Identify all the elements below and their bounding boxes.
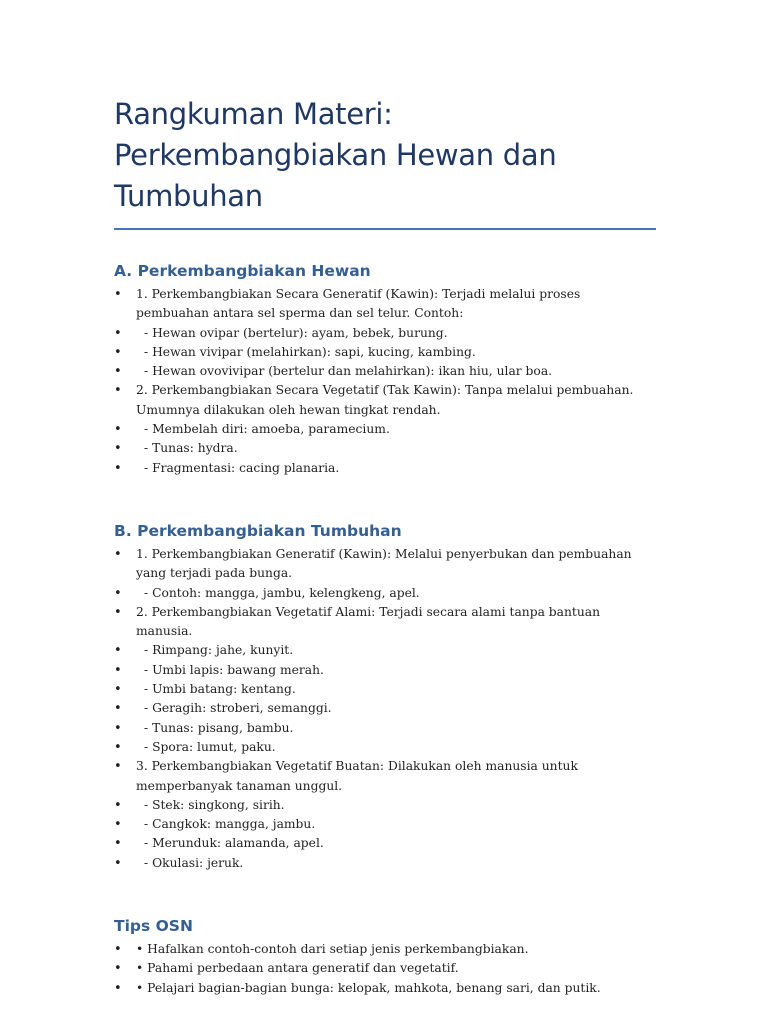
list-item: [114, 757, 656, 796]
bullet-icon: •: [114, 836, 122, 852]
bullet-icon: •: [114, 604, 122, 620]
bullet-icon: •: [114, 682, 122, 698]
list-item-text: - Contoh: mangga, jambu, kelengkeng, apel.: [144, 585, 420, 600]
bullet-icon: •: [114, 942, 122, 958]
list-item: [114, 459, 656, 478]
bullet-icon: •: [114, 662, 122, 678]
list-item-text: • Hafalkan contoh-contoh dari setiap jenis perkembangbiakan.: [136, 942, 529, 957]
list-item-text: - Rimpang: jahe, kunyit.: [144, 643, 294, 658]
bullet-icon: •: [114, 546, 122, 562]
bullet-icon: •: [114, 344, 122, 360]
list-item: [114, 796, 656, 815]
bullet-icon: •: [114, 961, 122, 977]
bullet-icon: •: [114, 383, 122, 399]
list-item-text: - Stek: singkong, sirih.: [144, 797, 285, 812]
list-item: [114, 324, 656, 343]
list-item: [114, 834, 656, 853]
list-item: [114, 603, 656, 642]
list-item: [114, 545, 656, 584]
bullet-icon: •: [114, 739, 122, 755]
list-item: [114, 940, 656, 959]
bullet-icon: •: [114, 720, 122, 736]
bullet-list: [114, 285, 656, 478]
list-item: [114, 439, 656, 458]
bullet-icon: •: [114, 643, 122, 659]
bullet-icon: •: [114, 460, 122, 476]
section-0: [114, 260, 656, 478]
section-heading: B. Perkembangbiakan Tumbuhan: [114, 521, 402, 540]
list-item-text: 1. Perkembangbiakan Secara Generatif (Kawin): Terjadi melalui proses pembuahan antara sel sperma dan sel telur. Contoh:: [136, 287, 581, 321]
list-item-text: 2. Perkembangbiakan Vegetatif Alami: Terjadi secara alami tanpa bantuan manusia.: [136, 604, 601, 639]
title-underline: [114, 228, 656, 230]
bullet-list: [114, 940, 656, 998]
list-item: [114, 699, 656, 718]
bullet-icon: •: [114, 325, 122, 341]
section-heading: A. Perkembangbiakan Hewan: [114, 262, 371, 280]
list-item: [114, 680, 656, 699]
list-item-text: - Okulasi: jeruk.: [144, 855, 244, 870]
list-item: [114, 420, 656, 439]
list-item-text: - Hewan ovipar (bertelur): ayam, bebek, burung.: [144, 325, 448, 340]
list-item: [114, 959, 656, 978]
bullet-icon: •: [114, 797, 122, 813]
section-1: [114, 520, 656, 873]
section-2: [114, 915, 656, 998]
list-item-text: - Tunas: hydra.: [144, 441, 238, 456]
list-item: [114, 641, 656, 660]
list-item-text: - Merunduk: alamanda, apel.: [144, 836, 324, 851]
list-item: [114, 362, 656, 381]
bullet-icon: •: [114, 701, 122, 717]
bullet-icon: •: [114, 287, 122, 302]
list-item-text: - Tunas: pisang, bambu.: [144, 720, 294, 735]
list-item-text: 2. Perkembangbiakan Secara Vegetatif (Tak Kawin): Tanpa melalui pembuahan. Umumnya dilakukan oleh hewan tingkat rendah.: [136, 383, 634, 417]
list-item-text: - Geragih: stroberi, semanggi.: [144, 701, 332, 716]
list-item-text: - Umbi batang: kentang.: [144, 682, 296, 697]
document-page: [114, 94, 656, 998]
bullet-icon: •: [114, 422, 122, 438]
list-item: [114, 719, 656, 738]
list-item-text: 1. Perkembangbiakan Generatif (Kawin): Melalui penyerbukan dan pembuahan yang terjadi pada bunga.: [136, 546, 632, 581]
list-item: [114, 343, 656, 362]
list-item: [114, 979, 656, 998]
list-item: [114, 854, 656, 873]
bullet-icon: •: [114, 585, 122, 601]
bullet-icon: •: [114, 980, 122, 996]
bullet-icon: •: [114, 855, 122, 871]
section-heading: Tips OSN: [114, 917, 193, 936]
list-item-text: - Umbi lapis: bawang merah.: [144, 662, 324, 677]
list-item: [114, 584, 656, 603]
list-item-text: - Membelah diri: amoeba, paramecium.: [144, 422, 390, 437]
bullet-icon: •: [114, 759, 122, 775]
list-item-text: - Spora: lumut, paku.: [144, 739, 276, 754]
list-item-text: - Hewan ovovivipar (bertelur dan melahirkan): ikan hiu, ular boa.: [144, 364, 553, 379]
sections-container: [114, 260, 656, 998]
list-item-text: - Hewan vivipar (melahirkan): sapi, kucing, kambing.: [144, 344, 476, 359]
list-item-text: - Fragmentasi: cacing planaria.: [144, 460, 340, 475]
list-item: [114, 381, 656, 420]
document-title: Rangkuman Materi: Perkembangbiakan Hewan dan Tumbuhan: [114, 97, 557, 213]
list-item-text: • Pahami perbedaan antara generatif dan vegetatif.: [136, 961, 459, 976]
bullet-icon: •: [114, 364, 122, 380]
list-item: [114, 285, 656, 324]
list-item: [114, 738, 656, 757]
bullet-list: [114, 545, 656, 873]
list-item-text: - Cangkok: mangga, jambu.: [144, 817, 316, 832]
bullet-icon: •: [114, 441, 122, 457]
list-item-text: 3. Perkembangbiakan Vegetatif Buatan: Dilakukan oleh manusia untuk memperbanyak tanaman unggul.: [136, 759, 578, 793]
list-item: [114, 815, 656, 834]
bullet-icon: •: [114, 817, 122, 833]
list-item: [114, 661, 656, 680]
list-item-text: • Pelajari bagian-bagian bunga: kelopak, mahkota, benang sari, dan putik.: [136, 980, 601, 995]
